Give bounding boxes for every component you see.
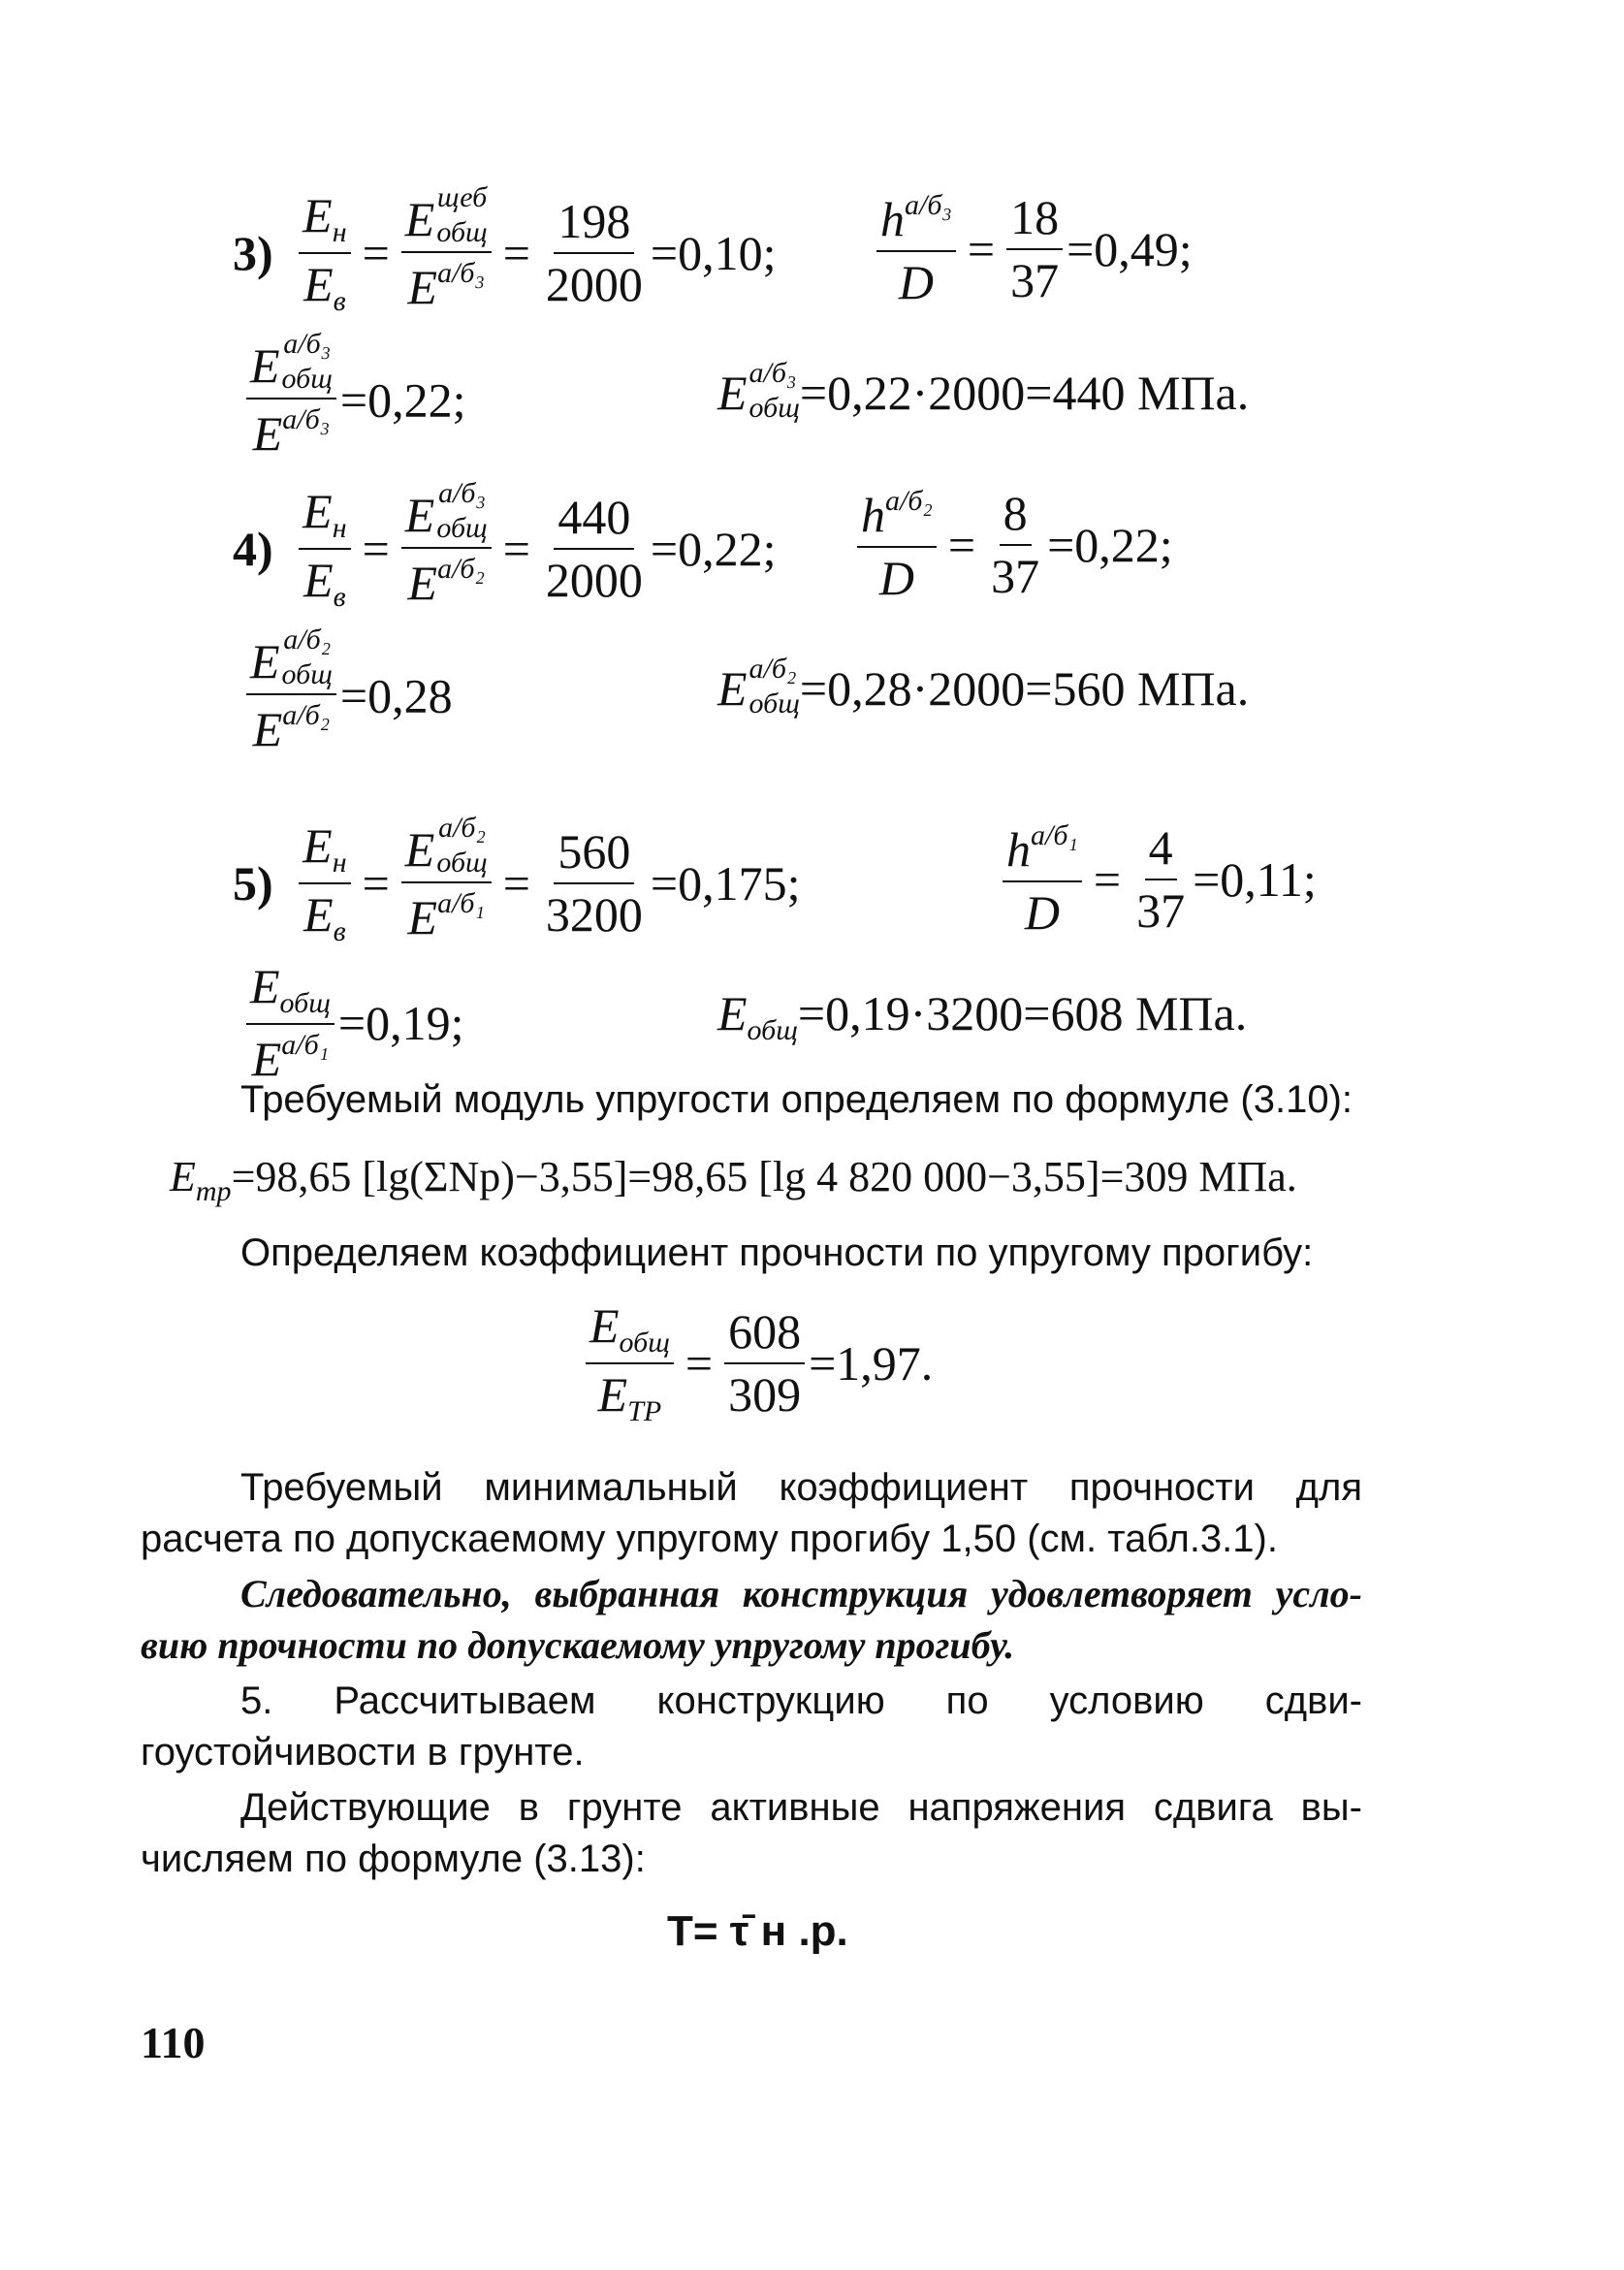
equation-etr: $E_{тр}=98,65$ [lg(ΣNр)−3,55]=98,65 [lg 4 820 000−3,55]=309 МПа. bbox=[170, 1153, 1297, 1207]
equation-3b: E а/б₃ общ $E^{а/б_3}$ =0,22; bbox=[242, 339, 465, 461]
equation-4b: E а/б₂ общ $E^{а/б_2}$ =0,28 bbox=[242, 635, 453, 756]
fraction-values: $\frac{198}{2000}$ bbox=[545, 194, 643, 311]
equation-5b: $\frac{E_{общ}}{E^{а/б_1}}$ =0,19; bbox=[242, 960, 463, 1086]
equation-label: 3) bbox=[233, 226, 273, 280]
equation-3: 3) $\frac{E_н}{E_в}$ = E щеб общ $E^{а/б_3}$ = $\frac{198}{2000}$ =0,10; bbox=[233, 180, 777, 317]
equation-4-h: $\frac{h^{а/б_2}}{D}$ = $\frac{8}{37}$ =0,22; bbox=[853, 485, 1173, 605]
fraction-modulus-ratio: E а/б₃ общ $E^{а/б_3}$ bbox=[246, 339, 336, 461]
paragraph-stress-line1: Действующие в грунте активные напряжения сдвига вы- bbox=[240, 1786, 1362, 1829]
paragraph-conclusion-line2: вию прочности по допускаемому упругому прогибу. bbox=[141, 1623, 1015, 1667]
page-number: 110 bbox=[141, 2018, 206, 2067]
paragraph-determine-coefficient: Определяем коэффициент прочности по упругому прогибу: bbox=[240, 1231, 1314, 1274]
equation-3-h: $\frac{h^{а/б_3}}{D}$ = $\frac{18}{37}$ =0,49; bbox=[873, 189, 1193, 309]
paragraph-conclusion-line1: Следовательно, выбранная конструкция удовлетворяет усло- bbox=[240, 1572, 1362, 1615]
equation-label: 4) bbox=[233, 522, 273, 576]
paragraph-required-modulus: Требуемый модуль упругости определяем по формуле (3.10): bbox=[240, 1078, 1353, 1121]
formula-t: T= τ̄ н .р. bbox=[667, 1907, 848, 1955]
equation-4: 4) $\frac{E_н}{E_в}$ = E а/б₃ общ $E^{а/б_2}$ = $\frac{440}{2000}$ =0,22; bbox=[233, 476, 777, 613]
paragraph-min-coefficient-line2: расчета по допускаемому упругому прогибу 1,50 (см. табл.3.1). bbox=[141, 1518, 1278, 1560]
paragraph-step5-line2: гоустойчивости в грунте. bbox=[141, 1731, 585, 1774]
fraction-h-values: $\frac{18}{37}$ bbox=[1006, 191, 1063, 307]
equation-4b-calc: E а/б₂ общ =0,28·2000=560 МПа. bbox=[717, 653, 1250, 719]
equation-5b-calc: $E_{общ}=0,19\cdot 3200=608$ МПа. bbox=[717, 986, 1248, 1046]
equation-3b-calc: E а/б₃ общ =0,22·2000=440 МПа. bbox=[717, 357, 1250, 424]
equation-5-h: $\frac{h^{а/б_1}}{D}$ = $\frac{4}{37}$ =0,11; bbox=[999, 819, 1317, 940]
fraction-modulus: E щеб общ $E^{а/б_3}$ bbox=[401, 193, 492, 314]
paragraph-step5-line1: 5. Рассчитываем конструкцию по условию сдви- bbox=[240, 1679, 1362, 1722]
equation-result: =0,10; bbox=[650, 226, 777, 280]
paragraph-min-coefficient-line1: Требуемый минимальный коэффициент прочности для bbox=[240, 1466, 1362, 1509]
equation-label: 5) bbox=[233, 856, 273, 911]
equation-5: 5) $\frac{E_н}{E_в}$ = E а/б₂ общ $E^{а/б_1}$ = $\frac{560}{3200}$ =0,175; bbox=[233, 811, 801, 947]
paragraph-stress-line2: числяем по формуле (3.13): bbox=[141, 1838, 646, 1880]
equation-ratio: $\frac{E_{общ}}{E_{ТР}}$ = $\frac{608}{309}$ =1,97. bbox=[582, 1299, 933, 1427]
fraction-h-d: $\frac{h^{а/б_3}}{D}$ bbox=[876, 189, 956, 309]
fraction-en-ev: $\frac{E_н}{E_в}$ bbox=[299, 189, 350, 317]
